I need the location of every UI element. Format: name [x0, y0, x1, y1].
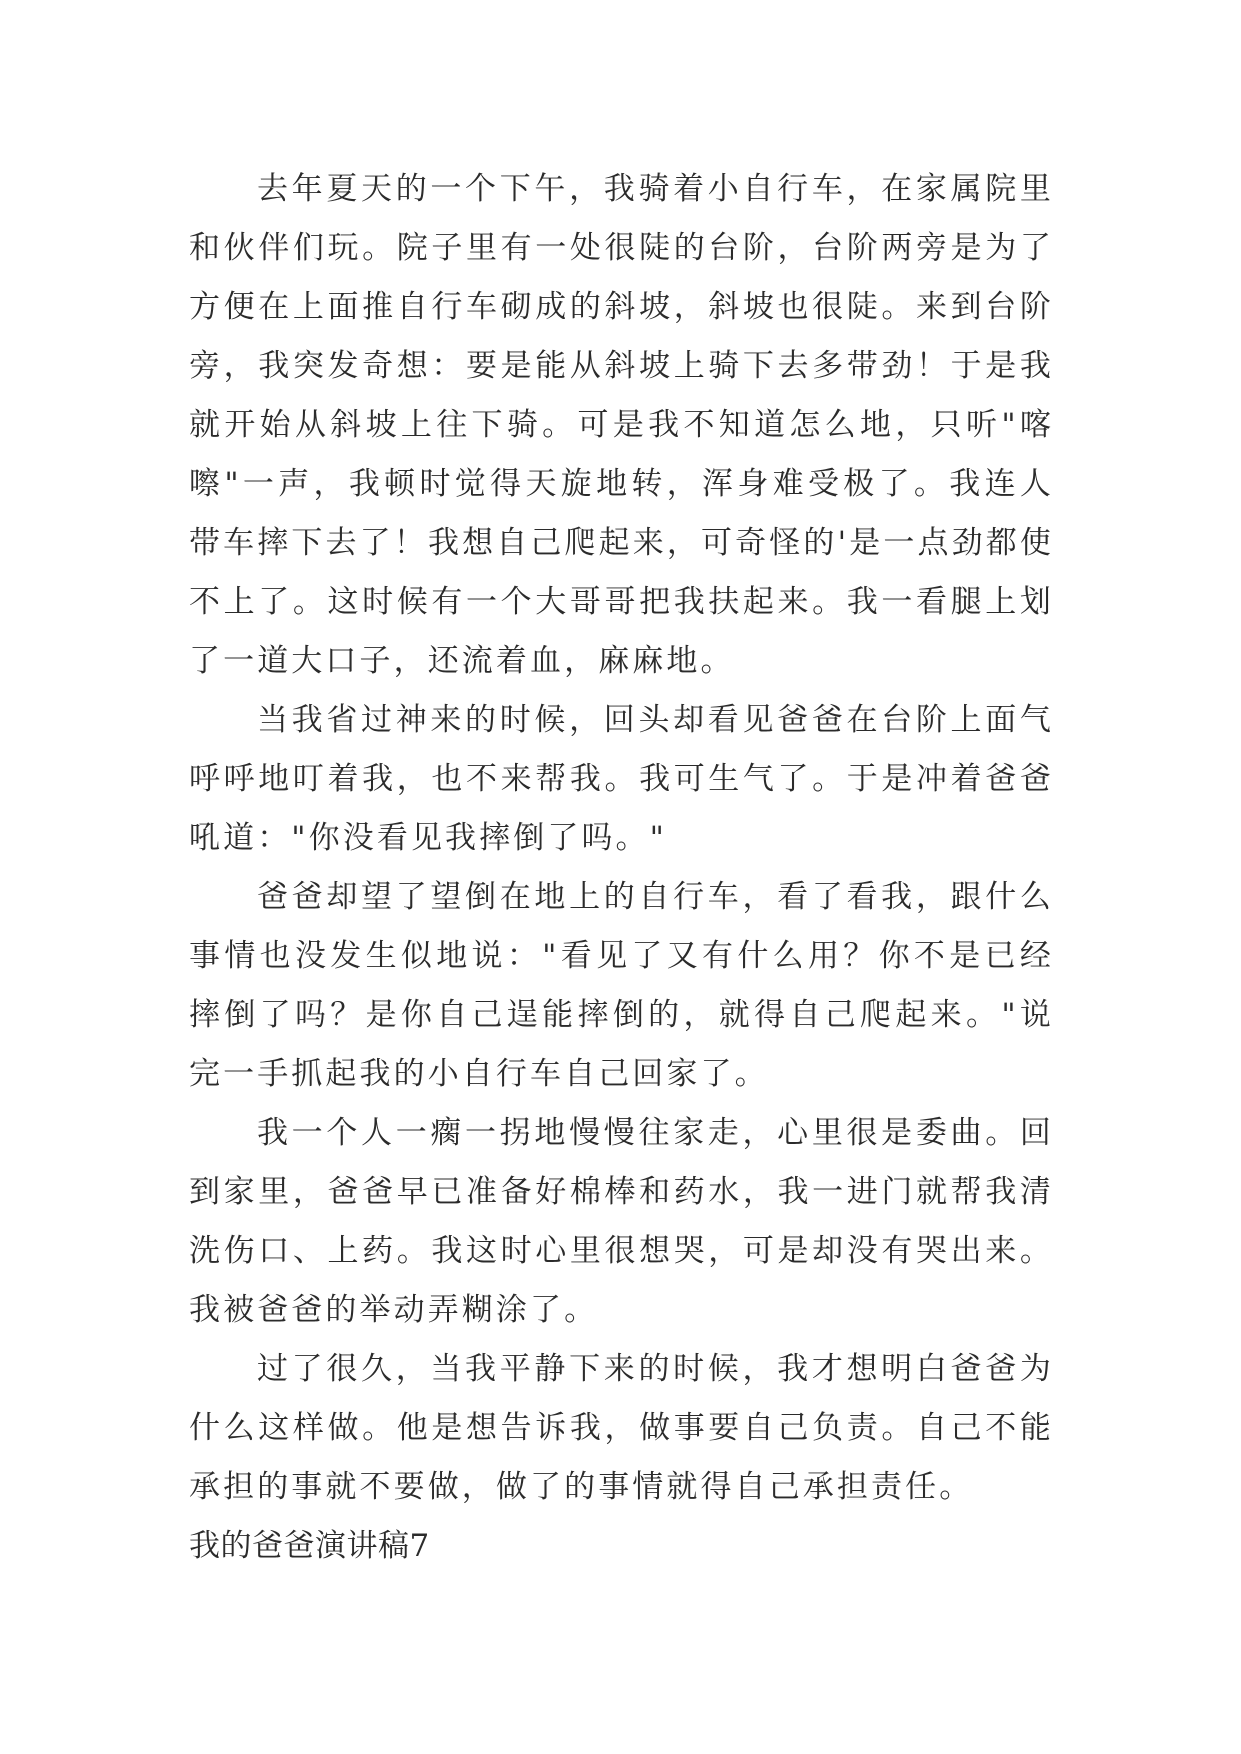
paragraph-5: 过了很久，当我平静下来的时候，我才想明白爸爸为什么这样做。他是想告诉我，做事要自己负责。自己不能承担的事就不要做，做了的事情就得自己承担责任。: [189, 1351, 1054, 1505]
next-section-heading: 我的爸爸演讲稿7: [189, 1528, 430, 1564]
document-body: [189, 160, 1054, 1576]
paragraph-1: 去年夏天的一个下午，我骑着小自行车，在家属院里和伙伴们玩。院子里有一处很陡的台阶，台阶两旁是为了方便在上面推自行车砌成的斜坡，斜坡也很陡。来到台阶旁，我突发奇想：要是能从斜坡上骑下去多带劲！于是我就开始从斜坡上往下骑。可是我不知道怎么地，只听"喀嚓"一声，我顿时觉得天旋地转，浑身难受极了。我连人带车摔下去了！我想自己爬起来，可奇怪的'是一点劲都使不上了。这时候有一个大哥哥把我扶起来。我一看腿上划了一道大口子，还流着血，麻麻地。: [189, 171, 1054, 679]
paragraph-2: 当我省过神来的时候，回头却看见爸爸在台阶上面气呼呼地叮着我，也不来帮我。我可生气了。于是冲着爸爸吼道："你没看见我摔倒了吗。": [189, 702, 1054, 856]
paragraph-4: 我一个人一瘸一拐地慢慢往家走，心里很是委曲。回到家里，爸爸早已准备好棉棒和药水，我一进门就帮我清洗伤口、上药。我这时心里很想哭，可是却没有哭出来。我被爸爸的举动弄糊涂了。: [189, 1115, 1054, 1328]
paragraph-3: 爸爸却望了望倒在地上的自行车，看了看我，跟什么事情也没发生似地说："看见了又有什么用？你不是已经摔倒了吗？是你自己逞能摔倒的，就得自己爬起来。"说完一手抓起我的小自行车自己回家了。: [189, 879, 1054, 1092]
